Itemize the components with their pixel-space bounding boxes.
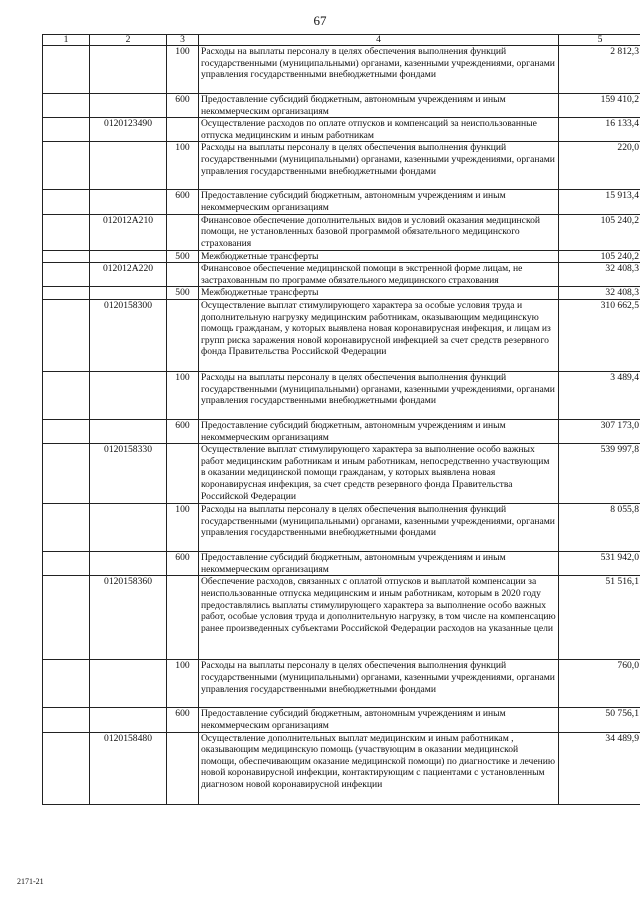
table-row xyxy=(43,660,640,708)
description-cell: Межбюджетные трансферты xyxy=(199,287,559,300)
expense-type-cell: 600 xyxy=(167,552,199,576)
target-article-cell xyxy=(90,46,167,94)
expense-type-cell xyxy=(167,732,199,804)
target-article-cell xyxy=(90,552,167,576)
amount-cell: 159 410,2 xyxy=(559,94,640,118)
table-row xyxy=(43,552,640,576)
table-row xyxy=(43,287,640,300)
empty-cell xyxy=(43,419,90,443)
amount-cell: 15 913,4 xyxy=(559,190,640,214)
description-cell: Предоставление субсидий бюджетным, автономным учреждениям и иным некоммерческим организациям xyxy=(199,708,559,732)
expense-type-cell xyxy=(167,214,199,250)
empty-cell xyxy=(43,118,90,142)
target-article-cell xyxy=(90,708,167,732)
empty-cell xyxy=(43,46,90,94)
empty-cell xyxy=(43,214,90,250)
expense-type-cell: 100 xyxy=(167,142,199,190)
amount-cell: 16 133,4 xyxy=(559,118,640,142)
empty-cell xyxy=(43,504,90,552)
amount-cell: 310 662,5 xyxy=(559,299,640,371)
target-article-cell: 012012А210 xyxy=(90,214,167,250)
empty-cell xyxy=(43,576,90,660)
target-article-cell xyxy=(90,190,167,214)
page-number: 67 xyxy=(313,13,327,28)
description-cell: Финансовое обеспечение дополнительных видов и условий оказания медицинской помощи, не установленных базовой программой обязательного медицинского страхования xyxy=(199,214,559,250)
description-cell: Расходы на выплаты персоналу в целях обеспечения выполнения функций государственными (муниципальными) органами, казенными учреждениями, органами управления государственными внебюджетными фондами xyxy=(199,660,559,708)
amount-cell: 32 408,3 xyxy=(559,263,640,287)
amount-cell: 34 489,9 xyxy=(559,732,640,804)
amount-cell: 539 997,8 xyxy=(559,444,640,504)
header-col-2: 2 xyxy=(90,35,167,46)
expense-type-cell: 100 xyxy=(167,660,199,708)
expense-type-cell: 600 xyxy=(167,708,199,732)
expense-type-cell: 100 xyxy=(167,371,199,419)
target-article-cell: 0120158330 xyxy=(90,444,167,504)
target-article-cell xyxy=(90,371,167,419)
empty-cell xyxy=(43,660,90,708)
empty-cell xyxy=(43,287,90,300)
table-row xyxy=(43,94,640,118)
table-row xyxy=(43,214,640,250)
description-cell: Расходы на выплаты персоналу в целях обеспечения выполнения функций государственными (муниципальными) органами, казенными учреждениями, органами управления государственными внебюджетными фондами xyxy=(199,46,559,94)
table-row xyxy=(43,371,640,419)
description-cell: Обеспечение расходов, связанных с оплатой отпусков и выплатой компенсации за неиспользованные отпуска медицинским и иным работникам, которым в 2020 году предоставлялись выплаты стимулирующего характера за выполнение особо важных работ, особые условия труда и дополнительную нагрузку, в том числе на компенсацию ранее произведенных субъектами Российской Федерации расходов на указанные цели xyxy=(199,576,559,660)
target-article-cell xyxy=(90,419,167,443)
expense-type-cell: 100 xyxy=(167,504,199,552)
amount-cell: 105 240,2 xyxy=(559,214,640,250)
description-cell: Предоставление субсидий бюджетным, автономным учреждениям и иным некоммерческим организациям xyxy=(199,94,559,118)
table-row xyxy=(43,46,640,94)
amount-cell: 531 942,0 xyxy=(559,552,640,576)
amount-cell: 220,0 xyxy=(559,142,640,190)
description-cell: Осуществление выплат стимулирующего характера за особые условия труда и дополнительную нагрузку медицинским работникам, оказывающим медицинскую помощь гражданам, у которых выявлена новая коронавирусная инфекция, и лицам из групп риска заражения новой коронавирусной инфекцией за счет средств резервного фонда Правительства Российской Федерации xyxy=(199,299,559,371)
header-col-3: 3 xyxy=(167,35,199,46)
table-row xyxy=(43,576,640,660)
target-article-cell: 012012А220 xyxy=(90,263,167,287)
description-cell: Предоставление субсидий бюджетным, автономным учреждениям и иным некоммерческим организациям xyxy=(199,552,559,576)
amount-cell: 8 055,8 xyxy=(559,504,640,552)
table-row xyxy=(43,444,640,504)
amount-cell: 32 408,3 xyxy=(559,287,640,300)
expense-type-cell: 600 xyxy=(167,190,199,214)
description-cell: Осуществление выплат стимулирующего характера за выполнение особо важных работ медицинским работникам и иным работникам, непосредственно участвующим в оказании медицинской помощи гражданам, у которых выявлена новая коронавирусная инфекция, за счет средств резервного фонда Правительства Российской Федерации xyxy=(199,444,559,504)
target-article-cell xyxy=(90,287,167,300)
description-cell: Расходы на выплаты персоналу в целях обеспечения выполнения функций государственными (муниципальными) органами, казенными учреждениями, органами управления государственными внебюджетными фондами xyxy=(199,504,559,552)
expense-type-cell xyxy=(167,299,199,371)
expense-type-cell: 500 xyxy=(167,250,199,263)
empty-cell xyxy=(43,142,90,190)
target-article-cell: 0120158480 xyxy=(90,732,167,804)
amount-cell: 51 516,1 xyxy=(559,576,640,660)
header-col-5: 5 xyxy=(559,35,640,46)
amount-cell: 760,0 xyxy=(559,660,640,708)
expense-type-cell: 100 xyxy=(167,46,199,94)
empty-cell xyxy=(43,371,90,419)
expense-type-cell: 600 xyxy=(167,419,199,443)
expense-type-cell xyxy=(167,118,199,142)
amount-cell: 3 489,4 xyxy=(559,371,640,419)
target-article-cell xyxy=(90,142,167,190)
empty-cell xyxy=(43,190,90,214)
description-cell: Предоставление субсидий бюджетным, автономным учреждениям и иным некоммерческим организациям xyxy=(199,419,559,443)
description-cell: Осуществление дополнительных выплат медицинским и иным работникам , оказывающим медицинскую помощь (участвующим в оказании медицинской помощи, обеспечивающим оказание медицинской помощи) по диагностике и лечению новой коронавирусной инфекции, контактирующим с пациентами с установленным диагнозом новой коронавирусной инфекции xyxy=(199,732,559,804)
expense-type-cell xyxy=(167,263,199,287)
table-row xyxy=(43,190,640,214)
table-row xyxy=(43,419,640,443)
empty-cell xyxy=(43,250,90,263)
expense-type-cell: 500 xyxy=(167,287,199,300)
description-cell: Расходы на выплаты персоналу в целях обеспечения выполнения функций государственными (муниципальными) органами, казенными учреждениями, органами управления государственными внебюджетными фондами xyxy=(199,371,559,419)
expense-type-cell xyxy=(167,444,199,504)
empty-cell xyxy=(43,552,90,576)
table-row xyxy=(43,263,640,287)
description-cell: Расходы на выплаты персоналу в целях обеспечения выполнения функций государственными (муниципальными) органами, казенными учреждениями, органами управления государственными внебюджетными фондами xyxy=(199,142,559,190)
empty-cell xyxy=(43,299,90,371)
header-col-1: 1 xyxy=(43,35,90,46)
amount-cell: 50 756,1 xyxy=(559,708,640,732)
document-code: 2171-21 xyxy=(17,877,44,886)
description-cell: Межбюджетные трансферты xyxy=(199,250,559,263)
amount-cell: 307 173,0 xyxy=(559,419,640,443)
amount-cell: 105 240,2 xyxy=(559,250,640,263)
table-row xyxy=(43,708,640,732)
table-row xyxy=(43,142,640,190)
description-cell: Осуществление расходов по оплате отпусков и компенсаций за неиспользованные отпуска медицинским и иным работникам xyxy=(199,118,559,142)
target-article-cell: 0120158300 xyxy=(90,299,167,371)
expense-type-cell xyxy=(167,576,199,660)
table-row xyxy=(43,118,640,142)
empty-cell xyxy=(43,708,90,732)
empty-cell xyxy=(43,263,90,287)
target-article-cell xyxy=(90,660,167,708)
empty-cell xyxy=(43,732,90,804)
empty-cell xyxy=(43,94,90,118)
target-article-cell: 0120158360 xyxy=(90,576,167,660)
table-row xyxy=(43,299,640,371)
budget-table xyxy=(42,34,640,805)
expense-type-cell: 600 xyxy=(167,94,199,118)
target-article-cell: 0120123490 xyxy=(90,118,167,142)
target-article-cell xyxy=(90,504,167,552)
table-header-row xyxy=(43,35,640,46)
header-col-4: 4 xyxy=(199,35,559,46)
amount-cell: 2 812,3 xyxy=(559,46,640,94)
table-row xyxy=(43,504,640,552)
target-article-cell xyxy=(90,250,167,263)
table-row xyxy=(43,732,640,804)
empty-cell xyxy=(43,444,90,504)
table-row xyxy=(43,250,640,263)
budget-table-body xyxy=(43,35,640,805)
description-cell: Финансовое обеспечение медицинской помощи в экстренной форме лицам, не застрахованным по программе обязательного медицинского страхования xyxy=(199,263,559,287)
target-article-cell xyxy=(90,94,167,118)
description-cell: Предоставление субсидий бюджетным, автономным учреждениям и иным некоммерческим организациям xyxy=(199,190,559,214)
